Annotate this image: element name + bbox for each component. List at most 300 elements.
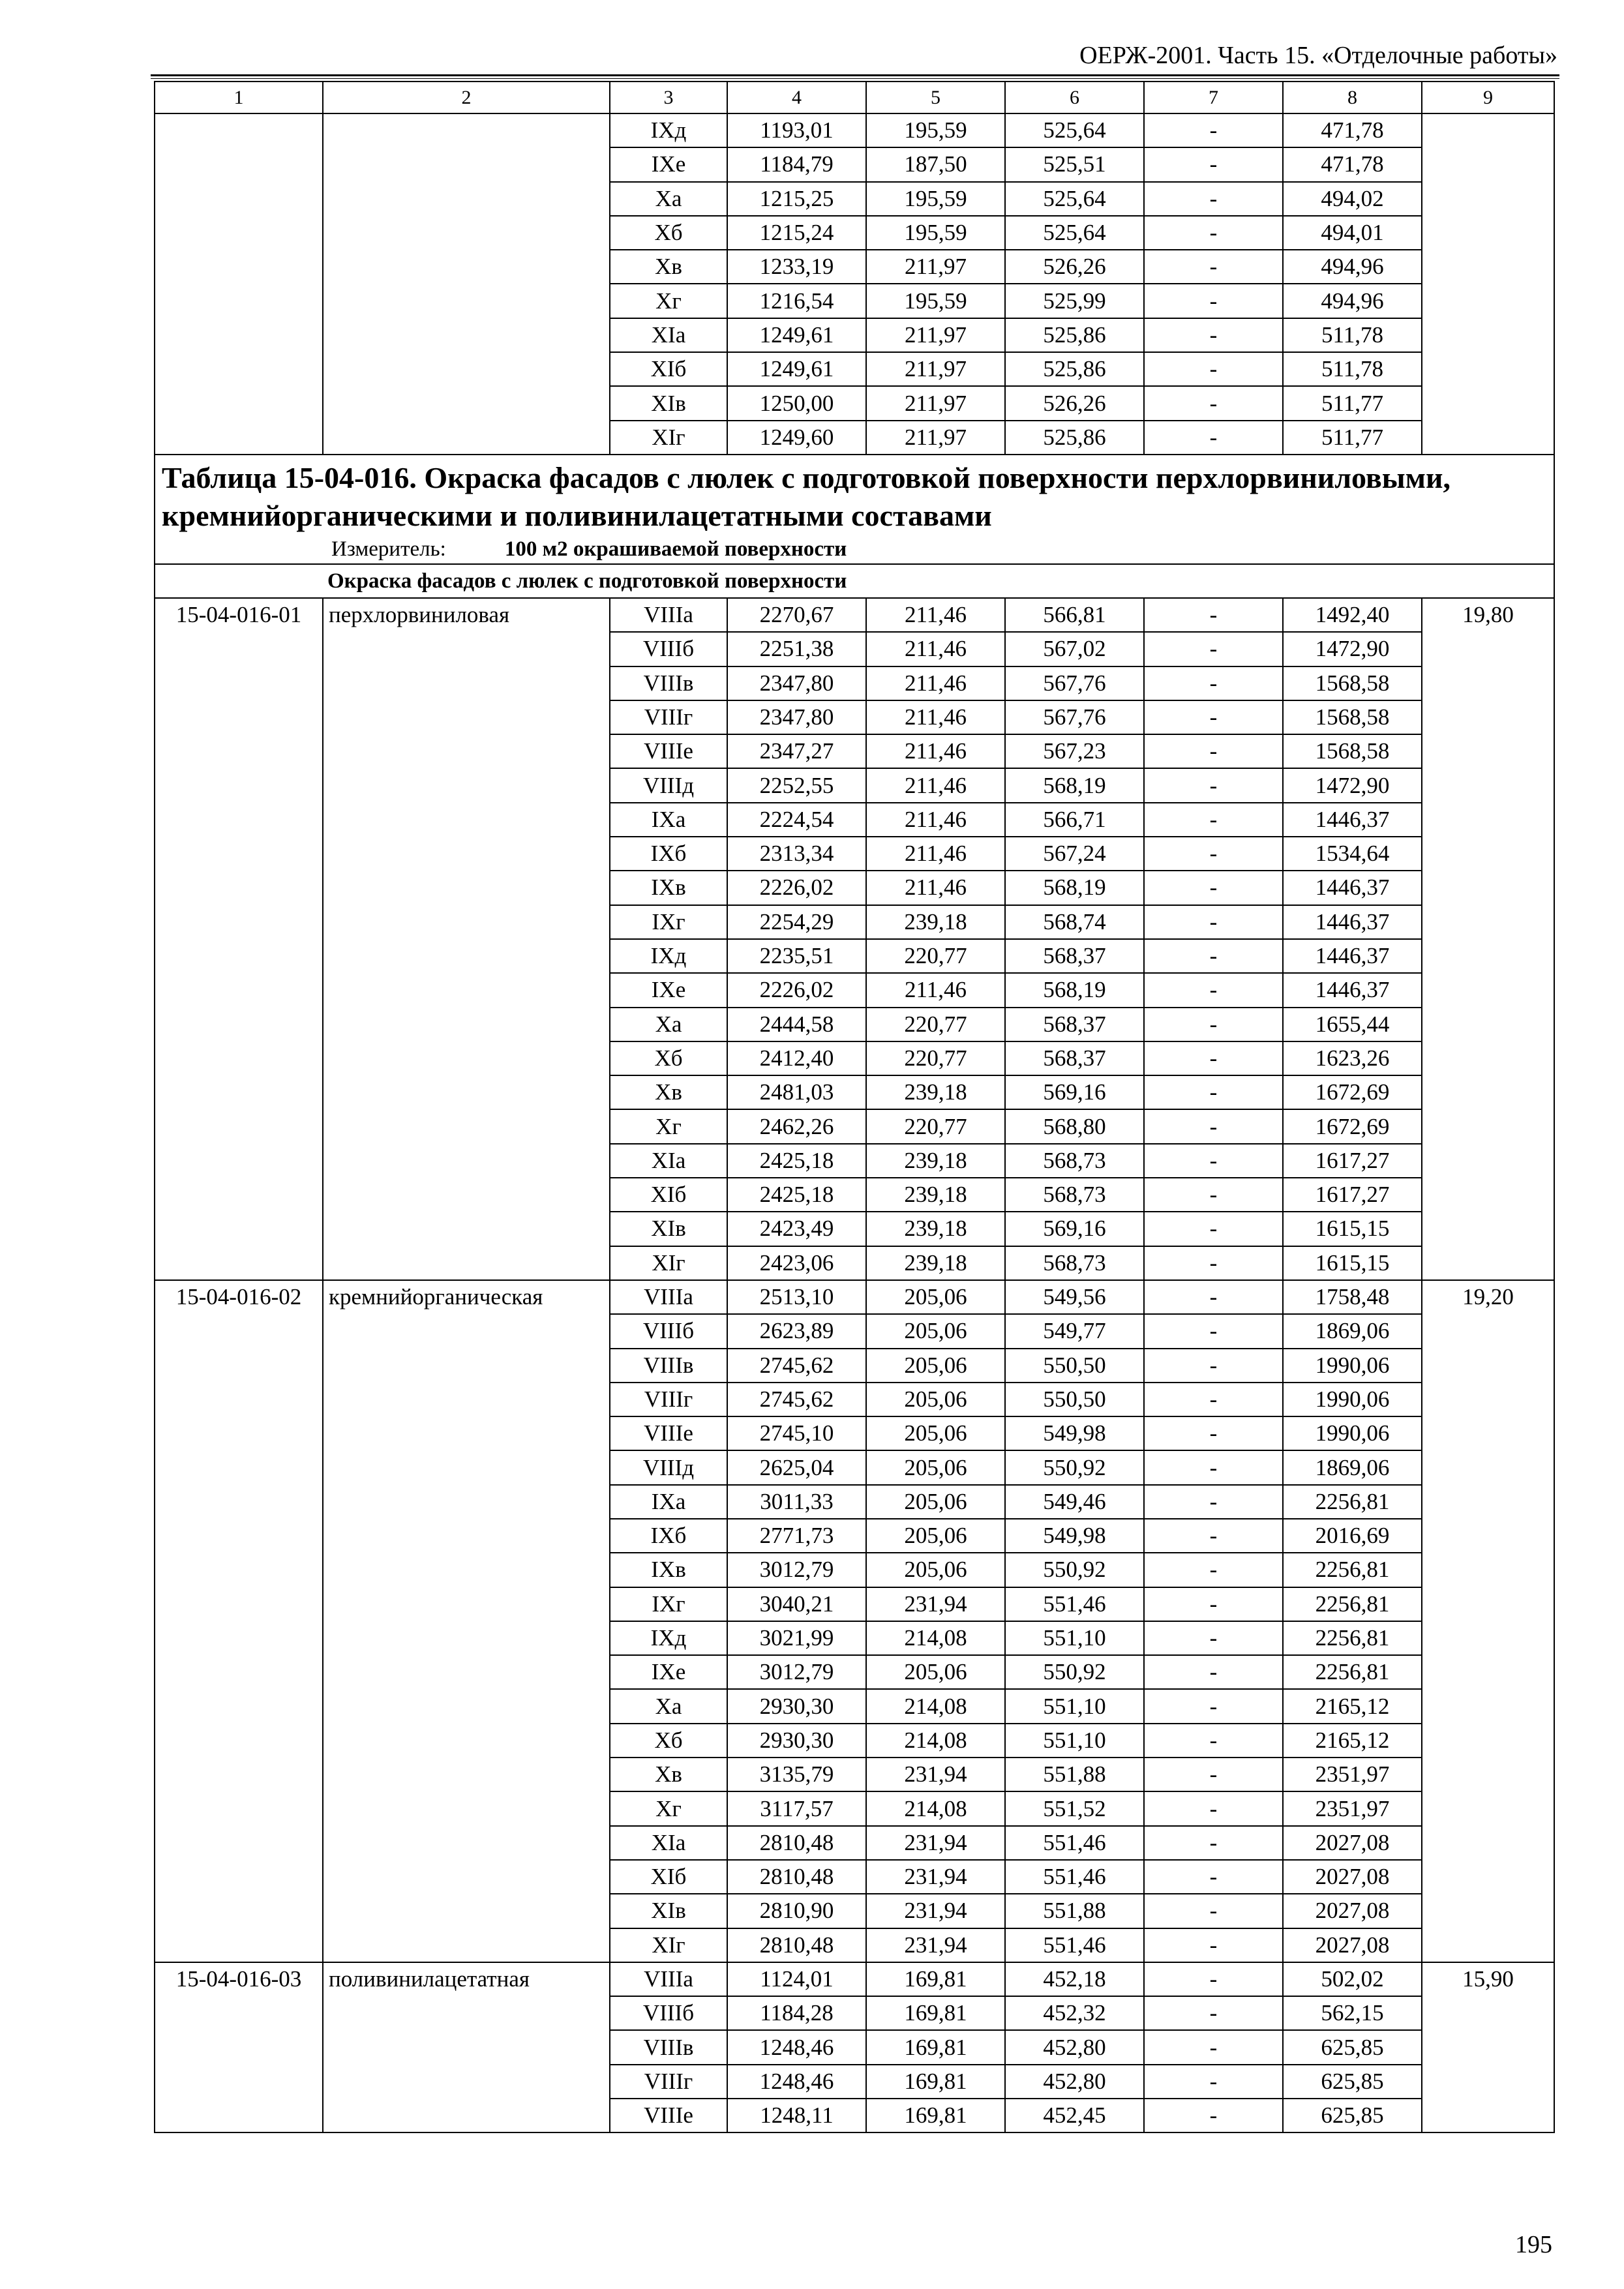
value-cell: 2347,80 — [727, 666, 866, 700]
value-cell: 452,18 — [1005, 1962, 1144, 1996]
value-cell: - — [1144, 1758, 1283, 1791]
value-cell: XIв — [610, 1212, 727, 1246]
value-cell: - — [1144, 284, 1283, 318]
value-cell: 551,52 — [1005, 1791, 1144, 1825]
value-cell: 211,46 — [866, 632, 1005, 666]
value-cell: 3011,33 — [727, 1485, 866, 1519]
value-cell: 1124,01 — [727, 1962, 866, 1996]
value-cell: 205,06 — [866, 1314, 1005, 1348]
value-cell: 568,19 — [1005, 768, 1144, 802]
norm-cell: 15,90 — [1422, 1962, 1554, 2132]
rates-table — [154, 81, 1555, 2133]
header-rule — [151, 74, 1559, 76]
value-cell: 2810,48 — [727, 1860, 866, 1894]
value-cell: 525,64 — [1005, 216, 1144, 250]
value-cell: 1249,60 — [727, 421, 866, 455]
value-cell: 525,64 — [1005, 113, 1144, 147]
value-cell: 2810,48 — [727, 1826, 866, 1860]
value-cell: 1672,69 — [1283, 1075, 1422, 1109]
value-cell: 1615,15 — [1283, 1246, 1422, 1280]
value-cell: 205,06 — [866, 1349, 1005, 1383]
value-cell: 2423,49 — [727, 1212, 866, 1246]
column-number-row — [155, 82, 1554, 113]
value-cell: 494,96 — [1283, 284, 1422, 318]
value-cell: 2027,08 — [1283, 1928, 1422, 1962]
column-number: 1 — [155, 82, 323, 113]
value-cell: VIIIе — [610, 1416, 727, 1450]
norm-cell: 19,80 — [1422, 598, 1554, 1280]
value-cell: 211,46 — [866, 598, 1005, 632]
value-cell: Xв — [610, 1758, 727, 1791]
value-cell: VIIIб — [610, 1996, 727, 2030]
norm-cell: 19,20 — [1422, 1280, 1554, 1962]
value-cell: 205,06 — [866, 1553, 1005, 1587]
table-row — [155, 1280, 1554, 1314]
value-cell: 211,46 — [866, 973, 1005, 1007]
value-cell: 2412,40 — [727, 1041, 866, 1075]
value-cell: 568,73 — [1005, 1144, 1144, 1178]
value-cell: 625,85 — [1283, 2099, 1422, 2132]
value-cell: 2256,81 — [1283, 1553, 1422, 1587]
value-cell: Xг — [610, 1791, 727, 1825]
value-cell: 2224,54 — [727, 803, 866, 837]
value-cell: 205,06 — [866, 1416, 1005, 1450]
value-cell: 568,37 — [1005, 939, 1144, 973]
value-cell: 1672,69 — [1283, 1109, 1422, 1143]
value-cell: 239,18 — [866, 1178, 1005, 1212]
value-cell: VIIIе — [610, 2099, 727, 2132]
name-cell: кремнийорганическая — [323, 1280, 610, 1962]
value-cell: 1568,58 — [1283, 666, 1422, 700]
value-cell: 568,80 — [1005, 1109, 1144, 1143]
value-cell: IXг — [610, 905, 727, 939]
value-cell: 2256,81 — [1283, 1587, 1422, 1621]
value-cell: - — [1144, 1655, 1283, 1689]
value-cell: - — [1144, 1246, 1283, 1280]
value-cell: - — [1144, 352, 1283, 386]
name-cell: поливинилацетатная — [323, 1962, 610, 2132]
value-cell: - — [1144, 905, 1283, 939]
value-cell: 214,08 — [866, 1621, 1005, 1655]
value-cell: XIг — [610, 1928, 727, 1962]
value-cell: 3021,99 — [727, 1621, 866, 1655]
value-cell: - — [1144, 1860, 1283, 1894]
table-title-cell — [155, 455, 1554, 564]
value-cell: 2513,10 — [727, 1280, 866, 1314]
value-cell: IXв — [610, 1553, 727, 1587]
value-cell: 2027,08 — [1283, 1860, 1422, 1894]
value-cell: - — [1144, 632, 1283, 666]
value-cell: - — [1144, 1519, 1283, 1553]
value-cell: Xа — [610, 1689, 727, 1723]
value-cell: 551,10 — [1005, 1621, 1144, 1655]
value-cell: 211,46 — [866, 837, 1005, 871]
value-cell: Xв — [610, 1075, 727, 1109]
value-cell: 567,23 — [1005, 734, 1144, 768]
value-cell: XIб — [610, 1860, 727, 1894]
value-cell: - — [1144, 1349, 1283, 1383]
value-cell: 211,97 — [866, 352, 1005, 386]
value-cell: 3012,79 — [727, 1553, 866, 1587]
value-cell: 1233,19 — [727, 250, 866, 284]
column-number: 3 — [610, 82, 727, 113]
value-cell: 525,86 — [1005, 421, 1144, 455]
value-cell: 551,46 — [1005, 1860, 1144, 1894]
value-cell: 231,94 — [866, 1860, 1005, 1894]
value-cell: 568,19 — [1005, 973, 1144, 1007]
value-cell: - — [1144, 1109, 1283, 1143]
value-cell: 239,18 — [866, 1246, 1005, 1280]
column-number: 8 — [1283, 82, 1422, 113]
value-cell: 2771,73 — [727, 1519, 866, 1553]
value-cell: 205,06 — [866, 1519, 1005, 1553]
value-cell: 550,92 — [1005, 1450, 1144, 1484]
value-cell: 205,06 — [866, 1485, 1005, 1519]
value-cell: 2256,81 — [1283, 1655, 1422, 1689]
value-cell: 567,76 — [1005, 700, 1144, 734]
value-cell: 231,94 — [866, 1928, 1005, 1962]
page-number: 195 — [1515, 2231, 1552, 2258]
value-cell: 187,50 — [866, 147, 1005, 181]
value-cell: 214,08 — [866, 1724, 1005, 1758]
value-cell: 1472,90 — [1283, 632, 1422, 666]
value-cell: - — [1144, 421, 1283, 455]
value-cell: VIIIа — [610, 1962, 727, 1996]
value-cell: 567,02 — [1005, 632, 1144, 666]
value-cell: 1248,46 — [727, 2065, 866, 2099]
value-cell: 205,06 — [866, 1655, 1005, 1689]
value-cell: - — [1144, 1450, 1283, 1484]
value-cell: 452,45 — [1005, 2099, 1144, 2132]
value-cell: 2462,26 — [727, 1109, 866, 1143]
value-cell: - — [1144, 2065, 1283, 2099]
value-cell: 1249,61 — [727, 352, 866, 386]
value-cell: XIг — [610, 421, 727, 455]
value-cell: 211,46 — [866, 734, 1005, 768]
value-cell: 1617,27 — [1283, 1144, 1422, 1178]
value-cell: 1248,11 — [727, 2099, 866, 2132]
value-cell: 239,18 — [866, 1144, 1005, 1178]
value-cell: Xг — [610, 1109, 727, 1143]
value-cell: 569,16 — [1005, 1212, 1144, 1246]
value-cell: XIв — [610, 386, 727, 420]
value-cell: 2745,62 — [727, 1349, 866, 1383]
table-row — [155, 1962, 1554, 1996]
value-cell: 511,77 — [1283, 386, 1422, 420]
value-cell: 525,86 — [1005, 352, 1144, 386]
value-cell: IXе — [610, 147, 727, 181]
value-cell: Xа — [610, 182, 727, 216]
value-cell: - — [1144, 318, 1283, 352]
value-cell: 568,37 — [1005, 1008, 1144, 1041]
value-cell: 1446,37 — [1283, 905, 1422, 939]
value-cell: - — [1144, 734, 1283, 768]
value-cell: 1869,06 — [1283, 1450, 1422, 1484]
value-cell: - — [1144, 666, 1283, 700]
value-cell: 551,46 — [1005, 1928, 1144, 1962]
value-cell: 211,46 — [866, 768, 1005, 802]
value-cell: - — [1144, 2099, 1283, 2132]
value-cell: 494,02 — [1283, 182, 1422, 216]
value-cell: - — [1144, 598, 1283, 632]
value-cell: 550,92 — [1005, 1553, 1144, 1587]
value-cell: 2745,10 — [727, 1416, 866, 1450]
value-cell: 3012,79 — [727, 1655, 866, 1689]
value-cell: 239,18 — [866, 905, 1005, 939]
value-cell: 2930,30 — [727, 1689, 866, 1723]
value-cell: - — [1144, 871, 1283, 905]
value-cell: 550,92 — [1005, 1655, 1144, 1689]
value-cell: 502,02 — [1283, 1962, 1422, 1996]
value-cell: 562,15 — [1283, 1996, 1422, 2030]
value-cell: - — [1144, 1689, 1283, 1723]
value-cell: 567,76 — [1005, 666, 1144, 700]
value-cell: 2226,02 — [727, 973, 866, 1007]
value-cell: - — [1144, 973, 1283, 1007]
value-cell: 2027,08 — [1283, 1826, 1422, 1860]
value-cell: 169,81 — [866, 2099, 1005, 2132]
value-cell: 211,97 — [866, 421, 1005, 455]
value-cell: 2016,69 — [1283, 1519, 1422, 1553]
value-cell: 2254,29 — [727, 905, 866, 939]
value-cell: 195,59 — [866, 216, 1005, 250]
value-cell: 239,18 — [866, 1075, 1005, 1109]
value-cell: VIIIг — [610, 2065, 727, 2099]
value-cell: 569,16 — [1005, 1075, 1144, 1109]
value-cell: - — [1144, 803, 1283, 837]
value-cell: 2745,62 — [727, 1383, 866, 1416]
value-cell: IXе — [610, 1655, 727, 1689]
value-cell: 452,32 — [1005, 1996, 1144, 2030]
value-cell: 526,26 — [1005, 250, 1144, 284]
value-cell: 1568,58 — [1283, 700, 1422, 734]
value-cell: VIIIг — [610, 1383, 727, 1416]
value-cell: XIа — [610, 1826, 727, 1860]
column-number: 7 — [1144, 82, 1283, 113]
value-cell: IXа — [610, 1485, 727, 1519]
value-cell: - — [1144, 1791, 1283, 1825]
table-body — [155, 82, 1554, 2132]
value-cell: - — [1144, 1144, 1283, 1178]
value-cell: 525,51 — [1005, 147, 1144, 181]
value-cell: - — [1144, 1826, 1283, 1860]
value-cell: 1216,54 — [727, 284, 866, 318]
value-cell: 549,56 — [1005, 1280, 1144, 1314]
value-cell: 568,37 — [1005, 1041, 1144, 1075]
value-cell: 471,78 — [1283, 113, 1422, 147]
value-cell: - — [1144, 1383, 1283, 1416]
value-cell: VIIIд — [610, 768, 727, 802]
value-cell: - — [1144, 1041, 1283, 1075]
value-cell: 1758,48 — [1283, 1280, 1422, 1314]
value-cell: 551,46 — [1005, 1826, 1144, 1860]
value-cell: 2235,51 — [727, 939, 866, 973]
value-cell: 2810,48 — [727, 1928, 866, 1962]
value-cell: 2930,30 — [727, 1724, 866, 1758]
value-cell: 2623,89 — [727, 1314, 866, 1348]
value-cell: VIIIб — [610, 1314, 727, 1348]
value-cell: 511,78 — [1283, 352, 1422, 386]
value-cell: 211,97 — [866, 386, 1005, 420]
value-cell: 1248,46 — [727, 2030, 866, 2064]
value-cell: 550,50 — [1005, 1349, 1144, 1383]
column-number: 5 — [866, 82, 1005, 113]
column-number: 4 — [727, 82, 866, 113]
value-cell: 1990,06 — [1283, 1383, 1422, 1416]
value-cell: 549,46 — [1005, 1485, 1144, 1519]
value-cell: 525,64 — [1005, 182, 1144, 216]
subheading-row — [155, 564, 1554, 598]
value-cell: 169,81 — [866, 2065, 1005, 2099]
table-row — [155, 598, 1554, 632]
value-cell: 3117,57 — [727, 1791, 866, 1825]
value-cell: 1184,79 — [727, 147, 866, 181]
value-cell: - — [1144, 1212, 1283, 1246]
value-cell: VIIIб — [610, 632, 727, 666]
value-cell: - — [1144, 768, 1283, 802]
table-row — [155, 113, 1554, 147]
value-cell: 2425,18 — [727, 1144, 866, 1178]
value-cell: 195,59 — [866, 113, 1005, 147]
value-cell: 566,71 — [1005, 803, 1144, 837]
value-cell: - — [1144, 1008, 1283, 1041]
value-cell: 551,88 — [1005, 1894, 1144, 1928]
value-cell: 2256,81 — [1283, 1621, 1422, 1655]
value-cell: - — [1144, 1314, 1283, 1348]
value-cell: 1568,58 — [1283, 734, 1422, 768]
value-cell: 1990,06 — [1283, 1349, 1422, 1383]
value-cell: XIа — [610, 1144, 727, 1178]
value-cell: 3135,79 — [727, 1758, 866, 1791]
value-cell: VIIIд — [610, 1450, 727, 1484]
value-cell: Xб — [610, 1041, 727, 1075]
value-cell: VIIIв — [610, 1349, 727, 1383]
value-cell: 2252,55 — [727, 768, 866, 802]
value-cell: 1193,01 — [727, 113, 866, 147]
value-cell: IXв — [610, 871, 727, 905]
value-cell: 2165,12 — [1283, 1724, 1422, 1758]
value-cell: - — [1144, 182, 1283, 216]
value-cell: 1446,37 — [1283, 803, 1422, 837]
value-cell: XIв — [610, 1894, 727, 1928]
value-cell: - — [1144, 1996, 1283, 2030]
value-cell: 452,80 — [1005, 2065, 1144, 2099]
value-cell: 205,06 — [866, 1450, 1005, 1484]
column-number: 6 — [1005, 82, 1144, 113]
header-rule-thin — [151, 78, 1559, 79]
value-cell: 211,97 — [866, 250, 1005, 284]
value-cell: 2351,97 — [1283, 1791, 1422, 1825]
code-cell: 15-04-016-01 — [155, 598, 323, 1280]
value-cell: - — [1144, 2030, 1283, 2064]
value-cell: 2810,90 — [727, 1894, 866, 1928]
value-cell: - — [1144, 250, 1283, 284]
value-cell: 1215,24 — [727, 216, 866, 250]
value-cell: 1615,15 — [1283, 1212, 1422, 1246]
value-cell: 2270,67 — [727, 598, 866, 632]
value-cell: 2423,06 — [727, 1246, 866, 1280]
value-cell: 568,73 — [1005, 1246, 1144, 1280]
value-cell: XIб — [610, 1178, 727, 1212]
code-cell — [155, 113, 323, 455]
value-cell: 169,81 — [866, 1962, 1005, 1996]
value-cell: 567,24 — [1005, 837, 1144, 871]
value-cell: 2313,34 — [727, 837, 866, 871]
value-cell: 1990,06 — [1283, 1416, 1422, 1450]
value-cell: 205,06 — [866, 1383, 1005, 1416]
value-cell: 2351,97 — [1283, 1758, 1422, 1791]
value-cell: - — [1144, 1928, 1283, 1962]
table-title-row — [155, 455, 1554, 564]
value-cell: VIIIе — [610, 734, 727, 768]
value-cell: 220,77 — [866, 1041, 1005, 1075]
value-cell: 214,08 — [866, 1689, 1005, 1723]
value-cell: 214,08 — [866, 1791, 1005, 1825]
value-cell: 568,19 — [1005, 871, 1144, 905]
value-cell: XIа — [610, 318, 727, 352]
value-cell: 231,94 — [866, 1826, 1005, 1860]
measure-line — [162, 535, 1547, 563]
value-cell: 550,50 — [1005, 1383, 1144, 1416]
value-cell: 1215,25 — [727, 182, 866, 216]
value-cell: 2251,38 — [727, 632, 866, 666]
value-cell: - — [1144, 1962, 1283, 1996]
value-cell: 1655,44 — [1283, 1008, 1422, 1041]
norm-cell — [1422, 113, 1554, 455]
value-cell: 2165,12 — [1283, 1689, 1422, 1723]
code-cell: 15-04-016-03 — [155, 1962, 323, 2132]
value-cell: 169,81 — [866, 1996, 1005, 2030]
value-cell: - — [1144, 1280, 1283, 1314]
value-cell: 169,81 — [866, 2030, 1005, 2064]
value-cell: 195,59 — [866, 182, 1005, 216]
column-number: 9 — [1422, 82, 1554, 113]
value-cell: 494,01 — [1283, 216, 1422, 250]
value-cell: 494,96 — [1283, 250, 1422, 284]
value-cell: 205,06 — [866, 1280, 1005, 1314]
value-cell: IXб — [610, 837, 727, 871]
value-cell: VIIIа — [610, 1280, 727, 1314]
value-cell: 551,10 — [1005, 1724, 1144, 1758]
value-cell: 1446,37 — [1283, 871, 1422, 905]
value-cell: - — [1144, 1416, 1283, 1450]
value-cell: 525,99 — [1005, 284, 1144, 318]
value-cell: 211,46 — [866, 666, 1005, 700]
value-cell: 2347,80 — [727, 700, 866, 734]
value-cell: 1492,40 — [1283, 598, 1422, 632]
value-cell: - — [1144, 113, 1283, 147]
value-cell: - — [1144, 1587, 1283, 1621]
value-cell: 211,46 — [866, 871, 1005, 905]
value-cell: 2226,02 — [727, 871, 866, 905]
value-cell: 220,77 — [866, 1008, 1005, 1041]
value-cell: VIIIг — [610, 700, 727, 734]
value-cell: 1184,28 — [727, 1996, 866, 2030]
value-cell: 1617,27 — [1283, 1178, 1422, 1212]
value-cell: 452,80 — [1005, 2030, 1144, 2064]
value-cell: 211,97 — [866, 318, 1005, 352]
value-cell: 566,81 — [1005, 598, 1144, 632]
value-cell: - — [1144, 1178, 1283, 1212]
value-cell: Xв — [610, 250, 727, 284]
value-cell: 551,10 — [1005, 1689, 1144, 1723]
value-cell: - — [1144, 147, 1283, 181]
value-cell: - — [1144, 939, 1283, 973]
value-cell: IXб — [610, 1519, 727, 1553]
value-cell: 568,74 — [1005, 905, 1144, 939]
value-cell: 220,77 — [866, 1109, 1005, 1143]
table-title: Таблица 15-04-016. Окраска фасадов с люлек с подготовкой поверхности перхлорвиниловыми, кремнийорганическими и поливинилацетатными составами — [162, 460, 1451, 532]
